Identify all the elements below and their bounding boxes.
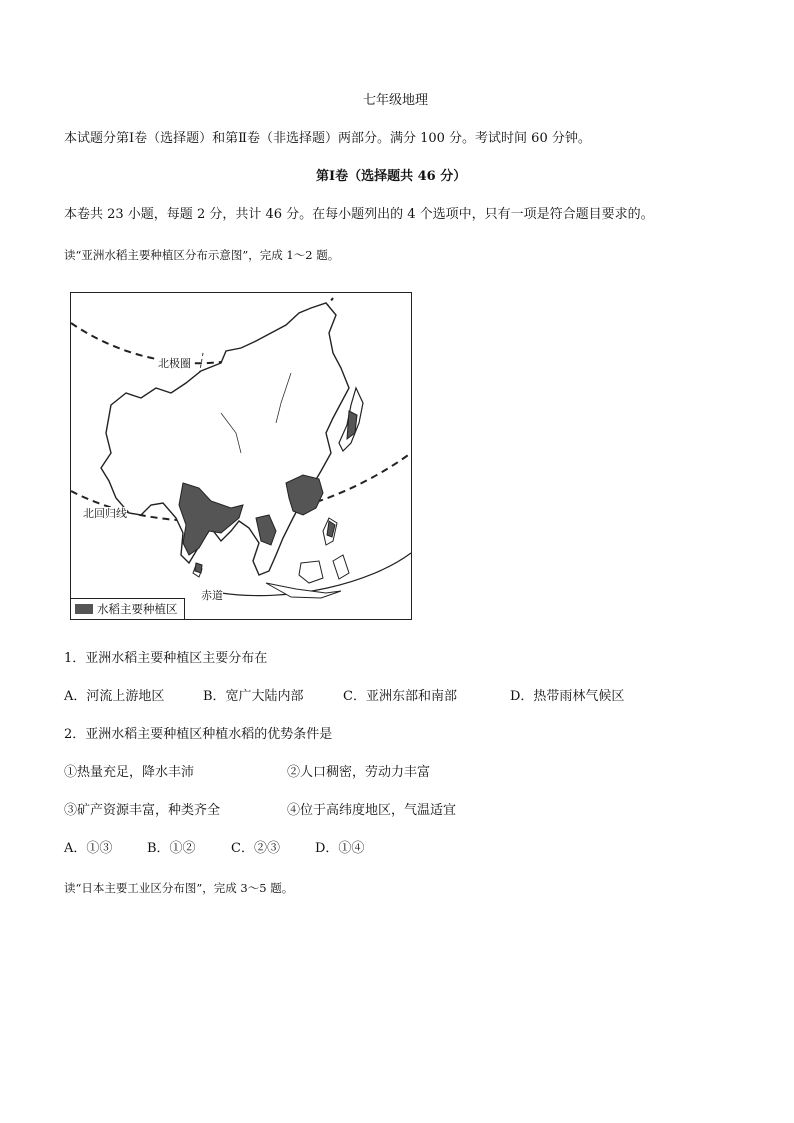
- question-1-option-b[interactable]: B．宽广大陆内部: [203, 689, 304, 704]
- legend-label: 水稻主要种植区: [97, 602, 178, 616]
- question-2-option-d[interactable]: D．①④: [315, 841, 365, 856]
- question-1-option-a[interactable]: A．河流上游地区: [64, 689, 165, 704]
- question-2-item-4: ④位于高纬度地区，气温适宜: [287, 803, 457, 818]
- question-2-stem: 2．亚洲水稻主要种植区种植水稻的优势条件是: [64, 727, 333, 742]
- read-map-instruction-2: 读“日本主要工业区分布图”，完成 3～5 题。: [64, 881, 294, 895]
- section-title: 第Ⅰ卷（选择题共 46 分）: [316, 169, 467, 184]
- question-1-option-c[interactable]: C．亚洲东部和南部: [343, 689, 457, 704]
- question-2-item-1: ①热量充足，降水丰沛: [64, 765, 195, 780]
- page-title: 七年级地理: [363, 93, 429, 108]
- label-tropic-of-cancer: 北回归线: [83, 507, 127, 520]
- label-arctic-circle: 北极圈: [158, 357, 191, 370]
- question-2-option-c[interactable]: C．②③: [231, 841, 280, 856]
- legend-swatch: [75, 604, 93, 614]
- question-1-option-d[interactable]: D．热带雨林气候区: [510, 689, 625, 704]
- asia-map-graphic: [71, 293, 411, 619]
- read-map-instruction-1: 读“亚洲水稻主要种植区分布示意图”，完成 1～2 题。: [64, 248, 340, 262]
- exam-intro: 本试题分第Ⅰ卷（选择题）和第Ⅱ卷（非选择题）两部分。满分 100 分。考试时间 60 分钟。: [64, 131, 591, 146]
- rice-region-japan: [347, 411, 357, 439]
- section-note: 本卷共 23 小题，每题 2 分，共计 46 分。在每小题列出的 4 个选项中，只有一项是符合题目要求的。: [64, 207, 654, 222]
- question-1-stem: 1．亚洲水稻主要种植区主要分布在: [64, 651, 268, 666]
- question-2-item-3: ③矿产资源丰富，种类齐全: [64, 803, 221, 818]
- rice-region-indonesia: [195, 563, 202, 573]
- label-equator: 赤道: [201, 589, 223, 602]
- question-2-item-2: ②人口稠密，劳动力丰富: [287, 765, 431, 780]
- question-2-option-b[interactable]: B．①②: [147, 841, 196, 856]
- question-2-option-a[interactable]: A．①③: [64, 841, 113, 856]
- asia-rice-map: [70, 292, 412, 620]
- map-legend: [71, 598, 185, 619]
